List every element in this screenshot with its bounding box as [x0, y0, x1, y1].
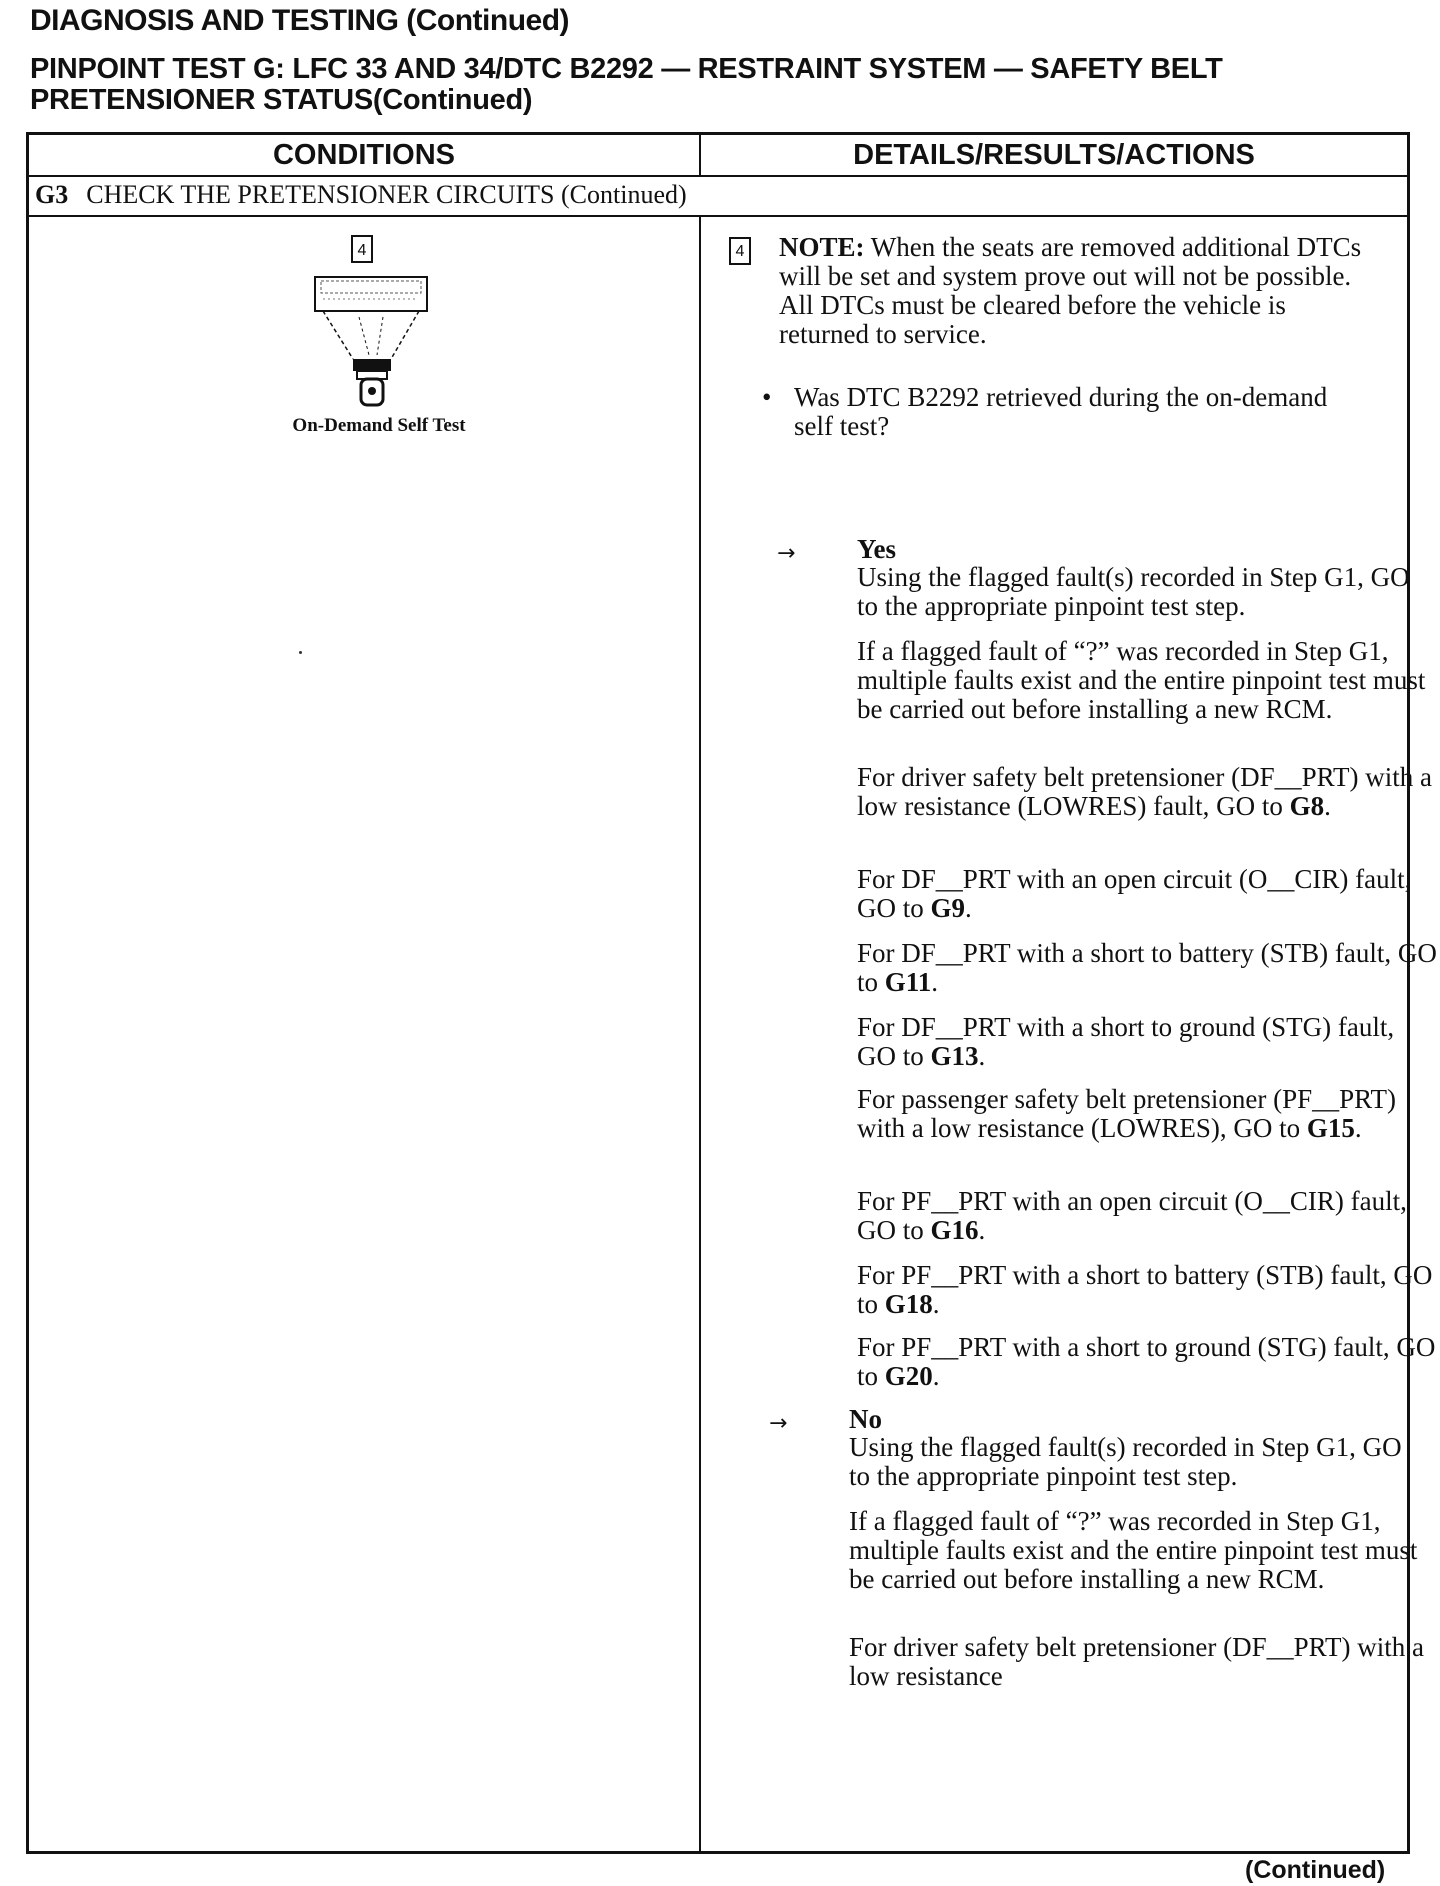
continued-label: (Continued) [1245, 1856, 1386, 1884]
conditions-header: CONDITIONS [272, 139, 456, 171]
note-label: NOTE: [779, 232, 865, 262]
pinpoint-test-table [26, 132, 1437, 1854]
step-heading [35, 180, 687, 210]
yes-p3-text: For driver safety belt pretensioner (DF__PRT) with a low resistance (LOWRES) fault, GO to [857, 762, 1433, 821]
yes-label: Yes [857, 534, 896, 564]
goto-g13: G13 [930, 1041, 979, 1071]
yes-paragraph-2: If a flagged fault of “?” was recorded in Step G1, multiple faults exist and the entire pinpoint test must be carried out before installing a new RCM. [857, 636, 1426, 724]
yes-p7-text: For passenger safety belt pretensioner (PF__PRT) with a low resistance (LOWRES), GO to [857, 1084, 1397, 1143]
bullet-icon: • [762, 382, 772, 412]
goto-g16: G16 [930, 1215, 979, 1245]
goto-g9: G9 [930, 893, 966, 923]
note-paragraph [779, 233, 1379, 349]
goto-g8: G8 [1289, 791, 1325, 821]
yes-paragraph-10: For PF__PRT with a short to ground (STG) fault, GO to G20. [857, 1332, 1436, 1391]
step-title: CHECK THE PRETENSIONER CIRCUITS (Continued) [86, 180, 687, 209]
diagnostic-tool-icon [299, 267, 449, 467]
details-step-number: 4 [729, 237, 751, 265]
yes-p10-text: For PF__PRT with a short to ground (STG) fault, GO to [857, 1332, 1436, 1391]
step-code: G3 [35, 180, 69, 209]
yes-paragraph-8: For PF__PRT with an open circuit (O__CIR) fault, GO to G16. [857, 1186, 1407, 1245]
goto-g18: G18 [884, 1289, 933, 1319]
no-arrow-icon: → [769, 1411, 788, 1436]
yes-paragraph-4: For DF__PRT with an open circuit (O__CIR) fault, GO to G9. [857, 864, 1412, 923]
yes-paragraph-9: For PF__PRT with a short to battery (STB) fault, GO to G18. [857, 1260, 1433, 1319]
question-text: Was DTC B2292 retrieved during the on-demand self test? [794, 382, 1328, 441]
section-title: DIAGNOSIS AND TESTING (Continued) [30, 4, 570, 37]
scan-speck [299, 651, 302, 654]
header-divider [699, 135, 701, 177]
no-paragraph-2: If a flagged fault of “?” was recorded in Step G1, multiple faults exist and the entire pinpoint test must be carried out before installing a new RCM. [849, 1506, 1418, 1594]
yes-arrow-icon: → [777, 541, 796, 566]
no-paragraph-1: Using the flagged fault(s) recorded in Step G1, GO to the appropriate pinpoint test step. [849, 1432, 1402, 1491]
note-text: When the seats are removed additional DTCs will be set and system prove out will not be possible. All DTCs must be cleared before the vehicle is returned to service. [779, 232, 1362, 349]
no-label: No [849, 1404, 882, 1434]
table-header-row [29, 135, 1407, 177]
figure-caption: On-Demand Self Test [292, 415, 466, 436]
test-title: PINPOINT TEST G: LFC 33 AND 34/DTC B2292 — RESTRAINT SYSTEM — SAFETY BELT PRETENSIONER STATUS(Continued) [30, 53, 1223, 116]
yes-p4-text: For DF__PRT with an open circuit (O__CIR) fault, GO to [857, 864, 1412, 923]
yes-paragraph-7: For passenger safety belt pretensioner (PF__PRT) with a low resistance (LOWRES), GO to G15. [857, 1084, 1397, 1143]
yes-paragraph-1: Using the flagged fault(s) recorded in Step G1, GO to the appropriate pinpoint test step. [857, 562, 1410, 621]
figure-step-number: 4 [351, 235, 373, 263]
yes-p5-text: For DF__PRT with a short to battery (STB) fault, GO to [857, 938, 1437, 997]
no-paragraph-3: For driver safety belt pretensioner (DF__PRT) with a low resistance [849, 1632, 1425, 1691]
yes-paragraph-3: For driver safety belt pretensioner (DF__PRT) with a low resistance (LOWRES) fault, GO to G8. [857, 762, 1433, 821]
yes-p9-text: For PF__PRT with a short to battery (STB) fault, GO to [857, 1260, 1433, 1319]
step-row [29, 177, 1407, 217]
goto-g15: G15 [1306, 1113, 1355, 1143]
column-divider [699, 217, 701, 1851]
goto-g11: G11 [884, 967, 932, 997]
yes-paragraph-6: For DF__PRT with a short to ground (STG) fault, GO to G13. [857, 1012, 1395, 1071]
yes-paragraph-5: For DF__PRT with a short to battery (STB) fault, GO to G11. [857, 938, 1437, 997]
yes-p6-text: For DF__PRT with a short to ground (STG) fault, GO to [857, 1012, 1395, 1071]
yes-p8-text: For PF__PRT with an open circuit (O__CIR) fault, GO to [857, 1186, 1407, 1245]
details-header: DETAILS/RESULTS/ACTIONS [853, 139, 1255, 171]
goto-g20: G20 [884, 1361, 933, 1391]
question-item [762, 382, 1354, 441]
